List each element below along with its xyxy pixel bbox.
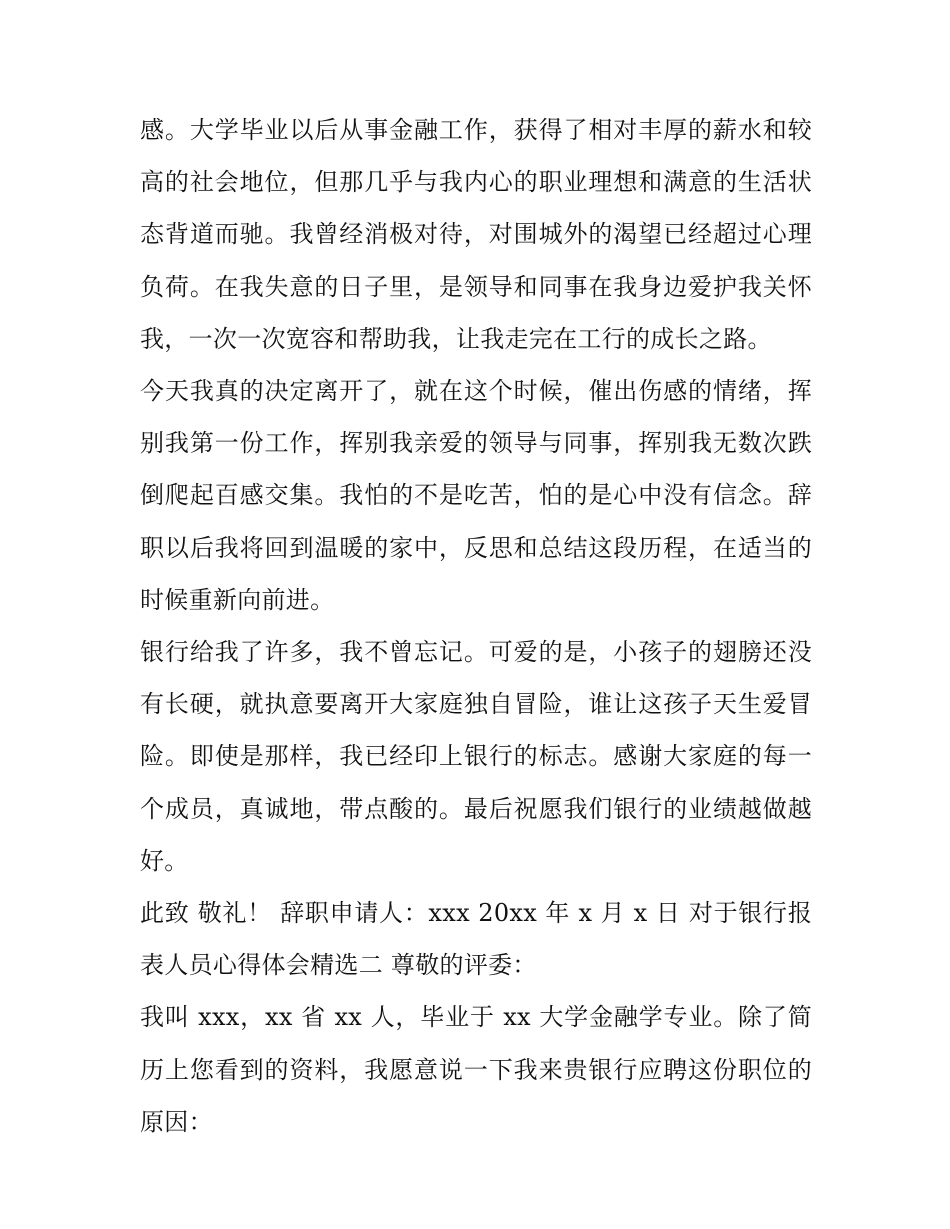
paragraph-4: 此致 敬礼！ 辞职申请人：xxx 20xx 年 x 月 x 日 对于银行报表人员心得体会精选二 尊敬的评委： — [140, 899, 812, 980]
paragraph-5: 我叫 xxx，xx 省 xx 人，毕业于 xx 大学金融学专业。除了简历上您看到的资料，我愿意说一下我来贵银行应聘这份职位的原因： — [140, 1003, 812, 1136]
paragraph-3: 银行给我了许多，我不曾忘记。可爱的是，小孩子的翅膀还没有长硬，就执意要离开大家庭独自冒险，谁让这孩子天生爱冒险。即使是那样，我已经印上银行的标志。感谢大家庭的每一个成员，真诚地，带点酸的。最后祝愿我们银行的业绩越做越好。 — [140, 638, 812, 875]
document-body — [140, 104, 812, 1148]
paragraph-2: 今天我真的决定离开了，就在这个时候，催出伤感的情绪，挥别我第一份工作，挥别我亲爱的领导与同事，挥别我无数次跌倒爬起百感交集。我怕的不是吃苦，怕的是心中没有信念。辞职以后我将回到温暖的家中，反思和总结这段历程，在适当的时候重新向前进。 — [140, 377, 812, 614]
paragraph-1: 感。大学毕业以后从事金融工作，获得了相对丰厚的薪水和较高的社会地位，但那几乎与我内心的职业理想和满意的生活状态背道而驰。我曾经消极对待，对围城外的渴望已经超过心理负荷。在我失意的日子里，是领导和同事在我身边爱护我关怀我，一次一次宽容和帮助我，让我走完在工行的成长之路。 — [140, 116, 812, 353]
